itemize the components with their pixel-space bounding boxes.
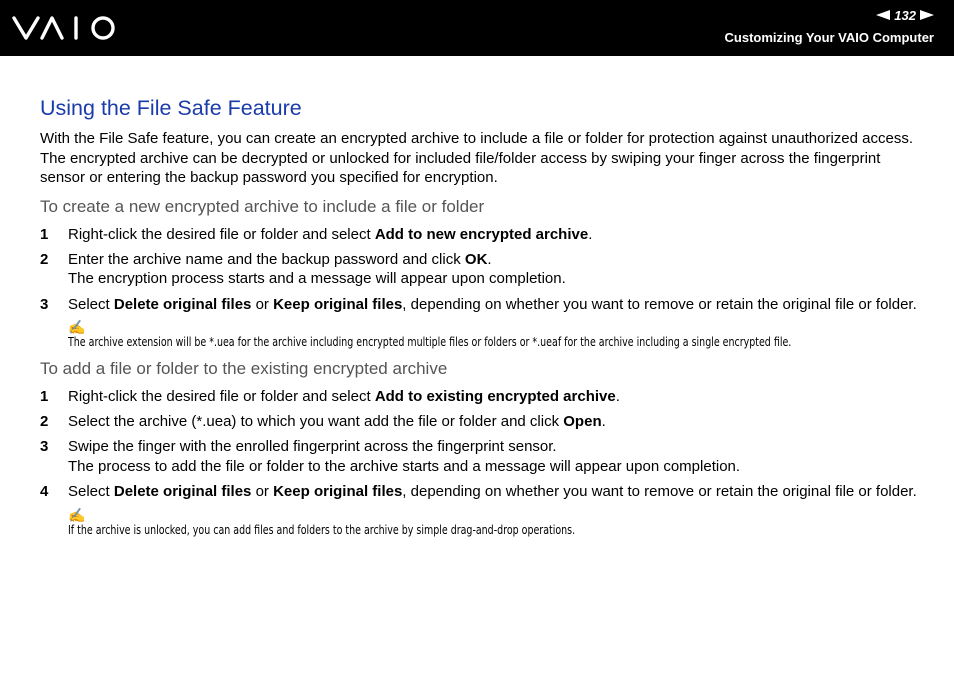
steps-add	[40, 387, 920, 501]
page-title: Using the File Safe Feature	[40, 96, 302, 120]
section-heading-add: To add a file or folder to the existing encrypted archive	[40, 359, 448, 379]
steps-create	[40, 225, 920, 314]
previous-page-icon[interactable]	[876, 10, 890, 20]
step-item: 1 Right-click the desired file or folder and select Add to new encrypted archive.	[40, 225, 593, 243]
page-content	[40, 92, 920, 538]
section-heading-create: To create a new encrypted archive to include a file or folder	[40, 196, 485, 216]
next-page-icon[interactable]	[920, 10, 934, 20]
header-section-title: Customizing Your VAIO Computer	[724, 30, 934, 45]
step-item: 3 Select Delete original files or Keep original files, depending on whether you want to remove or retain the original file or folder.	[40, 295, 917, 313]
step-item: 4 Select Delete original files or Keep original files, depending on whether you want to remove or retain the original file or folder.	[40, 483, 917, 501]
page-number: 132	[894, 7, 916, 23]
step-item: 1 Right-click the desired file or folder and select Add to existing encrypted archive.	[40, 388, 620, 406]
step-item: 2 Select the archive (*.uea) to which you want add the file or folder and click Open.	[40, 413, 606, 431]
pen-icon: ✍	[68, 319, 86, 336]
pen-icon: ✍	[68, 506, 86, 523]
step-item: 2 Enter the archive name and the backup password and click OK. The encryption process starts and a message will appear upon completion.	[40, 250, 566, 288]
page-navigator	[876, 7, 934, 23]
step-item: 3 Swipe the finger with the enrolled fingerprint across the fingerprint sensor. The process to add the file or folder to the archive starts and a message will appear upon completion.	[40, 438, 741, 475]
page-header	[0, 0, 954, 56]
vaio-logo	[12, 12, 120, 44]
note-add	[40, 508, 920, 538]
note-text: The archive extension will be *.uea for the archive including encrypted multiple files or folders or *.ueaf for the archive including a single encrypted file.	[68, 335, 792, 350]
intro-paragraph: With the File Safe feature, you can create an encrypted archive to include a file or folder for protection against unauthorized access. The encrypted archive can be decrypted or unlocked for included file/folder access by swiping your finger across the fingerprint sensor or entering the backup password you specified for encryption.	[40, 130, 913, 187]
note-create	[40, 320, 920, 350]
note-text: If the archive is unlocked, you can add files and folders to the archive by simple drag-and-drop operations.	[68, 522, 576, 537]
